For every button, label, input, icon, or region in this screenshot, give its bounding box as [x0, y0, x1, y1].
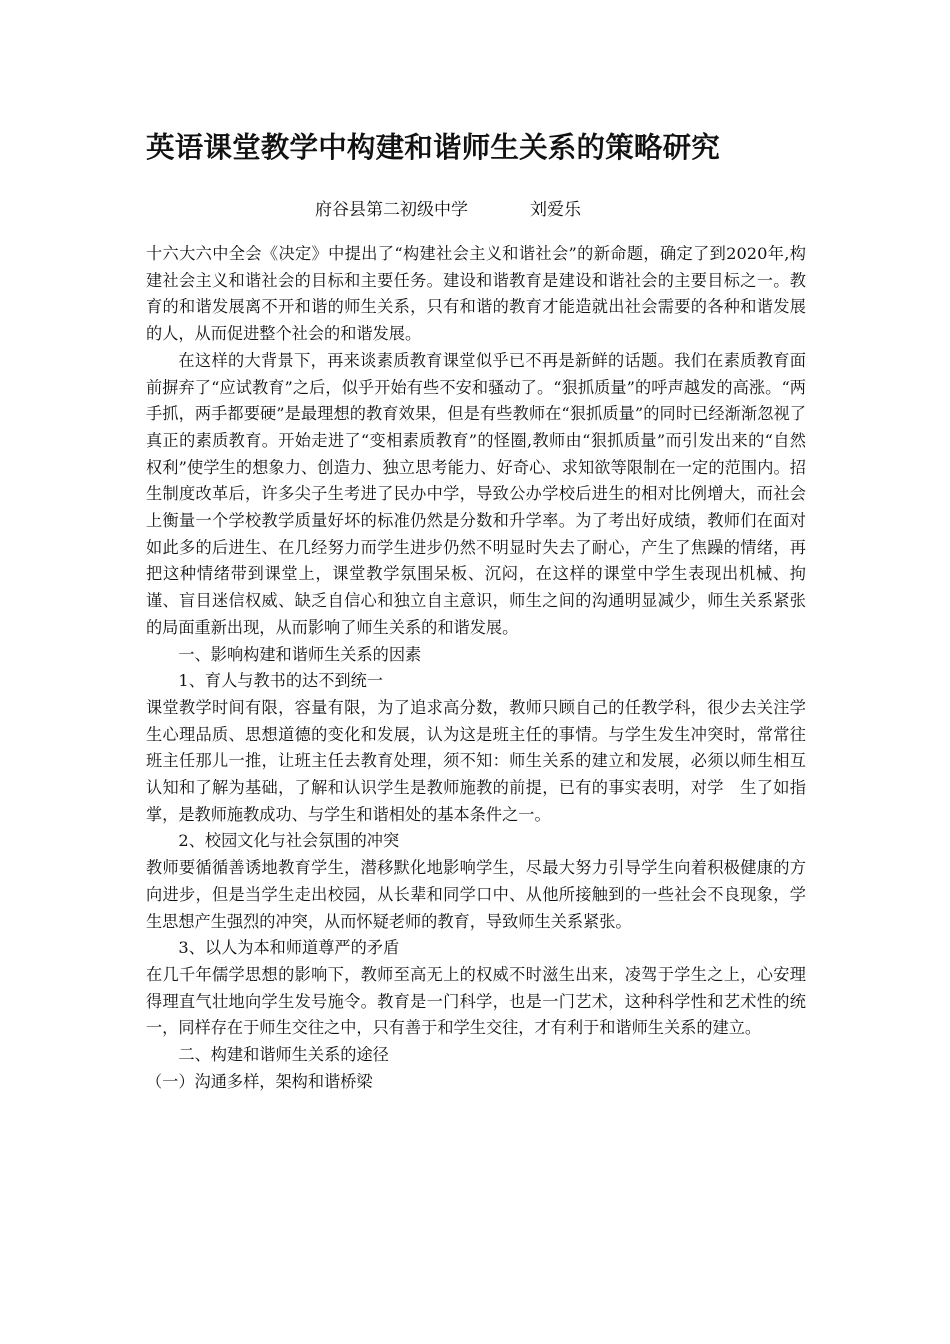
paragraph: 十六大六中全会《决定》中提出了“构建社会主义和谐社会”的新命题，确定了到2020年,构建社会主义和谐社会的目标和主要任务。建设和谐教育是建设和谐社会的主要目标之一。教育的和谐发展离不开和谐的师生关系，只有和谐的教育才能造就出社会需要的各种和谐发展的人，从而促进整个社会的和谐发展。 — [146, 244, 806, 344]
byline — [315, 196, 581, 224]
document-title: 英语课堂教学中构建和谐师生关系的策略研究 — [146, 131, 721, 164]
paragraph: 教师要循循善诱地教育学生，潜移默化地影响学生，尽最大努力引导学生向着积极健康的方向进步，但是当学生走出校园，从长辈和同学口中、从他所接触到的一些社会不良现象，学生思想产生强烈的冲突，从而怀疑老师的教育，导致师生关系紧张。 — [146, 858, 806, 931]
subsection-heading: （一）沟通多样，架构和谐桥梁 — [146, 1071, 373, 1091]
subsection-heading: 3、以人为本和师道尊严的矛盾 — [178, 938, 400, 958]
subsection-heading: 2、校园文化与社会氛围的冲突 — [178, 831, 400, 851]
section-heading: 一、影响构建和谐师生关系的因素 — [178, 644, 422, 664]
paragraph: 课堂教学时间有限，容量有限，为了追求高分数，教师只顾自己的任教学科，很少去关注学生心理品质、思想道德的变化和发展，认为这是班主任的事情。与学生发生冲突时，常常往班主任那儿一推，让班主任去教育处理，须不知：师生关系的建立和发展，必须以师生相互认知和了解为基础，了解和认识学生是教师施教的前提，已有的事实表明，对学 生了如指掌，是教师施教成功、与学生和谐相处的基本条件之一。 — [146, 697, 806, 824]
subsection-heading: 1、育人与教书的达不到统一 — [178, 671, 383, 691]
section-heading: 二、构建和谐师生关系的途径 — [178, 1045, 389, 1065]
paragraph: 在几千年儒学思想的影响下，教师至高无上的权威不时滋生出来，凌驾于学生之上，心安理得理直气壮地向学生发号施令。教育是一门科学，也是一门艺术，这种科学性和艺术性的统一，同样存在于师生交往之中，只有善于和学生交往，才有利于和谐师生关系的建立。 — [146, 964, 806, 1038]
school-name: 府谷县第二初级中学 — [315, 200, 468, 220]
document-body — [146, 241, 806, 1096]
author-name: 刘爱乐 — [530, 200, 581, 220]
paragraph: 在这样的大背景下，再来谈素质教育课堂似乎已不再是新鲜的话题。我们在素质教育面前摒弃了“应试教育”之后，似乎开始有些不安和骚动了。“狠抓质量”的呼声越发的高涨。“两手抓，两手都要硬”是最理想的教育效果，但是有些教师在“狠抓质量”的同时已经渐渐忽视了真正的素质教育。开始走进了“变相素质教育”的怪圈,教师由“狠抓质量”而引发出来的“自然权利”使学生的想象力、创造力、独立思考能力、好奇心、求知欲等限制在一定的范围内。招生制度改革后，许多尖子生考进了民办中学，导致公办学校后进生的相对比例增大，而社会上衡量一个学校教学质量好坏的标准仍然是分数和升学率。为了考出好成绩，教师们在面对如此多的后进生、在几经努力而学生进步仍然不明显时失去了耐心，产生了焦躁的情绪，再把这种情绪带到课堂上，课堂教学氛围呆板、沉闷，在这样的课堂中学生表现出机械、拘谨、盲目迷信权威、缺乏自信心和独立自主意识，师生之间的沟通明显减少，师生关系紧张的局面重新出现，从而影响了师生关系的和谐发展。 — [146, 350, 806, 637]
